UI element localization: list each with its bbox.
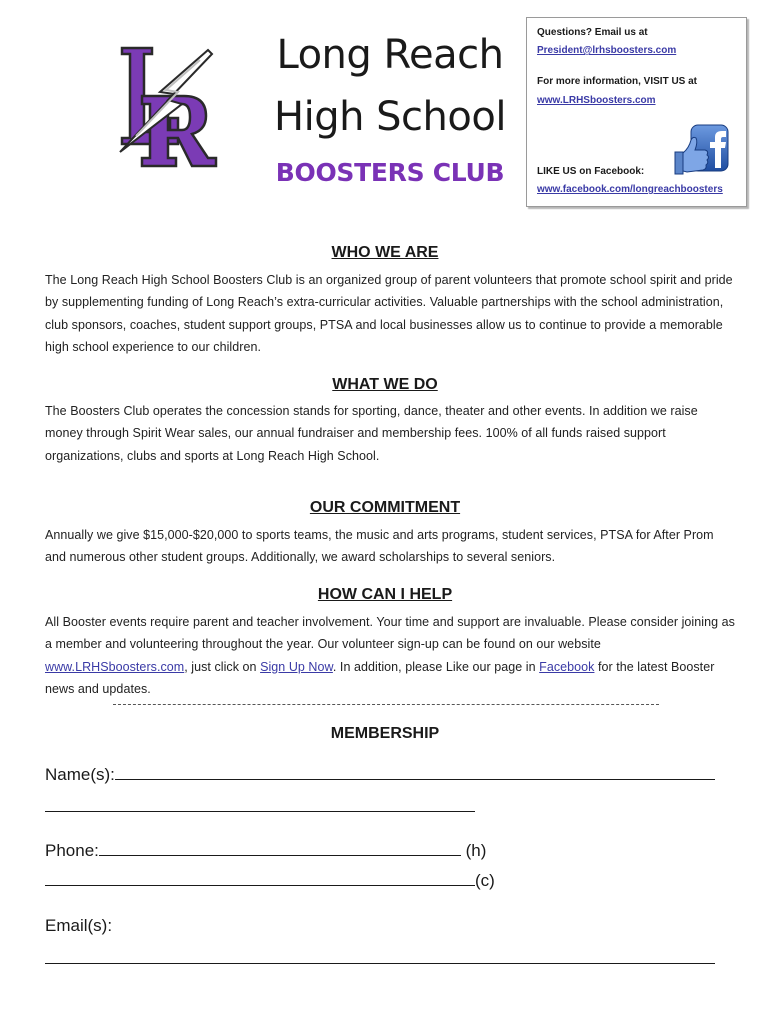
names-label: Name(s): [45, 765, 115, 784]
phone-home-row [45, 840, 486, 861]
sign-up-now-link[interactable]: Sign Up Now [260, 659, 333, 674]
what-we-do-text: The Boosters Club operates the concession stands for sporting, dance, theater and other events. In addition we raise money through Spirit Wear sales, our annual fundraiser and membership fees. 100% of all funds raised support organizations, clubs and sports at Long Reach High School. [45, 404, 698, 463]
boosters-club-title: BOOSTERS CLUB [275, 158, 505, 187]
facebook-label: LIKE US on Facebook: [537, 166, 645, 177]
title-block [270, 24, 510, 187]
website-inline-link[interactable]: www.LRHSboosters.com [45, 659, 185, 674]
phone-home-field-line[interactable] [99, 840, 461, 856]
what-we-do-heading: WHAT WE DO [332, 376, 438, 393]
facebook-inline-link[interactable]: Facebook [539, 659, 595, 674]
our-commitment-heading: OUR COMMITMENT [309, 499, 461, 516]
names-field-line[interactable] [115, 764, 715, 780]
facebook-url-link[interactable]: www.facebook.com/longreachboosters [537, 184, 723, 195]
school-logo [100, 40, 220, 175]
how-can-i-help-text: All Booster events require parent and teacher involvement. Your time and support are invaluable. Please consider joining as a member and volunteering throughout the year. Our volunteer sign-up can be found on our website www.LRHSboosters.com, just click on Sign Up Now. In addition, please Like our page in Facebook for the latest Booster news and updates. [45, 615, 735, 696]
emails-label: Email(s): [45, 916, 113, 935]
info-label: For more information, VISIT US at [537, 76, 698, 87]
emails-field-line[interactable] [45, 948, 715, 964]
questions-label: Questions? Email us at [537, 27, 648, 38]
who-we-are-text: The Long Reach High School Boosters Club is an organized group of parent volunteers that promote school spirit and pride by supplementing funding of Long Reach’s extra-curricular activities. Valuable partnerships with the school administration, club sponsors, coaches, student support groups, PTSA and local businesses allow us to continue to provide a memorable high school experience to our children. [45, 273, 733, 354]
membership-heading: MEMBERSHIP [330, 725, 440, 742]
names-row-2 [45, 796, 475, 817]
logo-letters-lr [120, 48, 216, 166]
emails-row [45, 948, 715, 969]
names-field-line-2[interactable] [45, 796, 475, 812]
facebook-like-icon[interactable] [673, 124, 729, 176]
phone-label: Phone: [45, 841, 99, 860]
how-can-i-help-heading: HOW CAN I HELP [317, 586, 453, 603]
who-we-are-heading: WHO WE ARE [331, 244, 439, 261]
email-link[interactable]: President@lrhsboosters.com [537, 45, 677, 56]
dashed-divider [113, 704, 659, 705]
names-row [45, 764, 715, 785]
home-suffix: (h) [460, 841, 487, 860]
cell-suffix: (c) [475, 871, 495, 890]
our-commitment-text: Annually we give $15,000-$20,000 to sports teams, the music and arts programs, student services, PTSA for After Prom and numerous other student groups. Additionally, we award scholarships to several seniors. [45, 528, 714, 565]
website-link[interactable]: www.LRHSboosters.com [537, 95, 656, 106]
phone-cell-field-line[interactable] [45, 870, 475, 886]
title-line-1: Long Reach [276, 32, 504, 78]
contact-box [526, 17, 747, 207]
title-line-2: High School [274, 94, 506, 140]
phone-cell-row [45, 870, 495, 891]
